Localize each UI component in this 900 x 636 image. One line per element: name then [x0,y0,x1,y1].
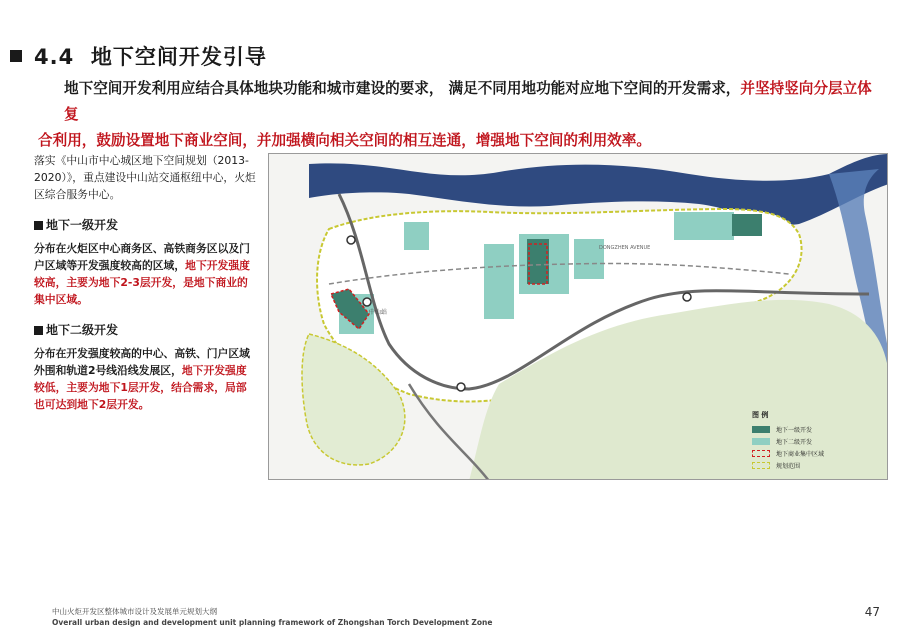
planning-note: 落实《中山市中心城区地下空间规划（2013-2020）》，重点建设中山站交通枢纽中心，火炬区综合服务中心。 [34,154,256,201]
station-2 [363,298,371,306]
station-1 [347,236,355,244]
level1-block-2 [732,214,762,236]
square-bullet-icon [10,50,22,62]
level2-heading-text: 地下二级开发 [46,323,119,337]
level2-text-highlight: 地下开发强度较低，主要为地下1层开发，结合需求，局部也可达到地下2层开发。 [34,364,247,411]
intro-normal-text: 地下空间开发利用应结合具体地块功能和城市建设的要求， 满足不同用地功能对应地下空间的开发需求， [64,80,741,97]
legend-item-level2 [752,435,872,447]
legend-swatch [752,450,770,457]
footer-title-en: Overall urban design and development unit planning framework of Zhongshan Torch Development Zone [52,618,493,627]
footer-title-cn: 中山火炬开发区整体城市设计及发展单元规划大纲 [52,607,217,616]
station-3 [457,383,465,391]
level2-block-2 [484,244,514,319]
legend-swatch [752,426,770,433]
level1-body [34,240,256,308]
page-number: 47 [864,605,880,619]
intro-paragraph [38,76,880,154]
level2-body [34,345,256,413]
level2-block-5 [674,212,734,240]
intro-line-1 [38,76,880,128]
legend-label: 地下一级开发 [776,426,813,434]
map-legend [752,410,872,471]
legend-label: 地下二级开发 [776,438,813,446]
square-bullet-icon [34,221,43,230]
level2-block-1 [404,222,429,250]
level1-heading-text: 地下一级开发 [46,218,119,232]
legend-title: 图 例 [752,411,769,419]
legend-item-level1 [752,423,872,435]
level2-text: 分布在开发强度较高的中心、高铁、门户区域外围和轨道2号线沿线发展区， [34,347,250,377]
section-title [34,41,267,71]
avenue-label: DONGZHEN AVENUE [599,245,651,251]
legend-label: 规划范围 [776,462,801,470]
level1-text-highlight: 地下开发强度较高，主要为地下2-3层开发，是地下商业的集中区域。 [34,259,250,306]
level1-text: 分布在火炬区中心商务区、高铁商务区以及门户区域等开发强度较高的区域， [34,242,250,272]
legend-item-commercial [752,447,872,459]
legend-swatch [752,438,770,445]
section-title-text: 地下空间开发引导 [90,45,267,69]
intro-highlight-1: 并坚持竖向分层立体复 [64,80,872,123]
level1-heading [34,217,256,234]
left-column [34,152,256,413]
legend-label: 地下商业集中区域 [776,450,825,458]
section-header [10,40,267,72]
square-bullet-icon [34,326,43,335]
level2-heading [34,322,256,339]
station-4 [683,293,691,301]
intro-highlight-2: 合利用，鼓励设置地下商业空间，并加强横向相关空间的相互连通，增强地下空间的利用效率。 [38,132,651,149]
legend-item-boundary [752,459,872,471]
zhongshan-station-label: 中山站 [369,309,388,316]
level1-block-1 [527,239,549,284]
legend-swatch [752,462,770,469]
section-number: 4.4 [34,45,75,69]
